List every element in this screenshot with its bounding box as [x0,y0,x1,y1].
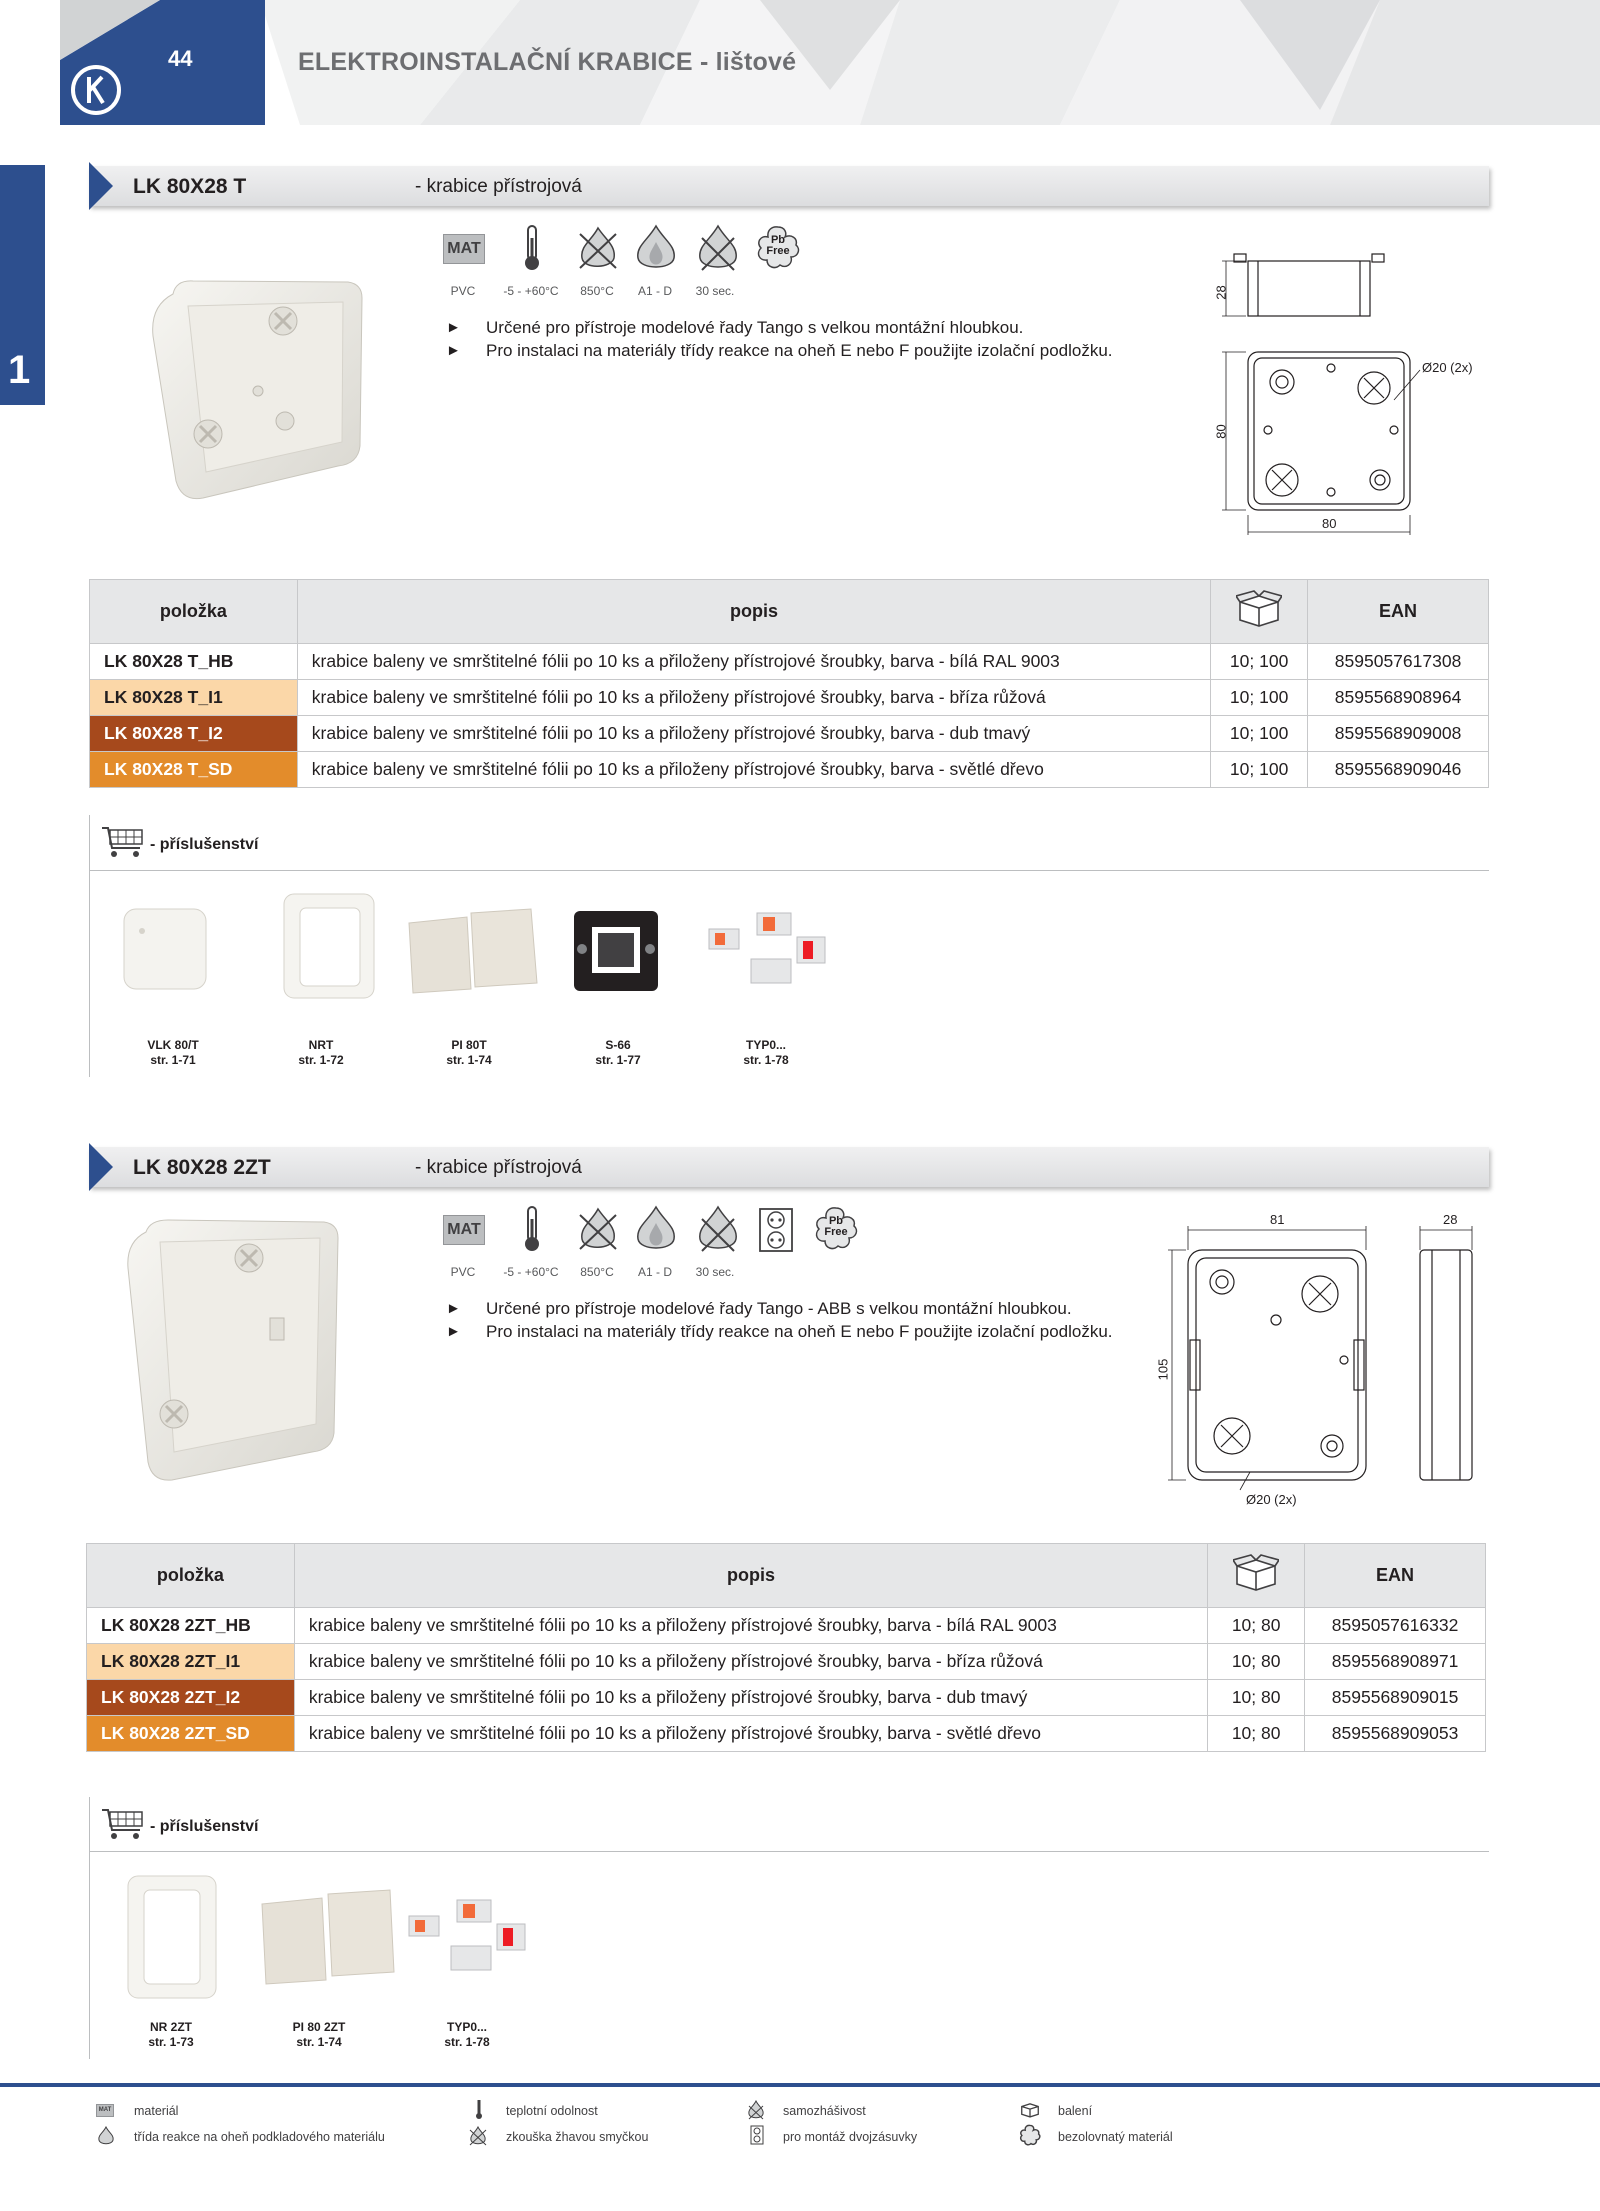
thermometer-icon [475,2100,483,2125]
product-photo [124,1218,344,1483]
self-extinguishing-icon [747,2100,765,2125]
row-pack: 10; 80 [1208,1608,1305,1644]
feature-list: ► Určené pro přístroje modelové řady Tango - ABB s velkou montážní hloubkou. ► Pro instalaci na materiály třídy reakce na oheň E nebo F použijte izolační podložku. [446,1299,1113,1341]
dim-side: 80 [1213,424,1229,439]
row-ean: 8595568909015 [1305,1680,1486,1716]
accessory-photo-typ[interactable] [705,905,835,995]
accessory-label[interactable]: TYP0... str. 1-78 [444,2020,490,2049]
row-code: LK 80X28 2ZT_SD [87,1716,295,1752]
product-table [89,579,1489,788]
accessories-label: - příslušenství [150,836,259,853]
dim-hole: Ø20 (2x) [1422,360,1473,375]
row-code: LK 80X28 T_HB [90,644,298,680]
flame-icon [97,2126,115,2151]
thermometer-icon [521,1205,543,1258]
dim-height: 105 [1155,1358,1171,1381]
mat-icon: MAT [96,2104,114,2117]
caption-extinguish: 30 sec. [695,1265,735,1279]
dim-depth: 28 [1443,1212,1458,1227]
table-row[interactable] [87,1644,1486,1680]
page-title: ELEKTROINSTALAČNÍ KRABICE - lištové [298,48,797,76]
feature-item: Pro instalaci na materiály třídy reakce na oheň E nebo F použijte izolační podložku. [486,1322,1113,1341]
accessory-label[interactable]: TYP0... str. 1-78 [743,1038,789,1067]
accessories-divider [89,1797,90,2059]
dim-width: 81 [1270,1212,1285,1227]
technical-drawing [1150,1210,1490,1510]
col-item: položka [87,1544,295,1608]
feature-item: Pro instalaci na materiály třídy reakce na oheň E nebo F použijte izolační podložku. [486,341,1113,360]
row-ean: 8595568909053 [1305,1716,1486,1752]
caption-glow-wire: 850°C [580,284,614,298]
dim-width: 80 [1322,516,1337,531]
product-desc: - krabice přístrojová [415,1157,582,1178]
table-row[interactable] [87,1680,1486,1716]
mat-icon: MAT [443,1215,485,1245]
table-row[interactable] [87,1608,1486,1644]
accessory-photo-pi[interactable] [258,1886,398,1986]
accessory-photo-vlk[interactable] [118,903,210,993]
product-title-bar [89,162,1489,210]
glow-wire-icon [576,224,620,277]
row-pack: 10; 80 [1208,1716,1305,1752]
row-ean: 8595568909046 [1308,752,1489,788]
accessory-label[interactable]: PI 80T str. 1-74 [446,1038,492,1067]
row-pack: 10; 100 [1211,716,1308,752]
row-desc: krabice baleny ve smrštitelné fólii po 10 ks a přiloženy přístrojové šroubky, barva - světlé dřevo [294,1716,1207,1752]
legend-item: teplotní odolnost [506,2104,598,2118]
glow-wire-icon [469,2126,487,2151]
package-icon [1236,590,1282,633]
flame-icon [634,224,678,277]
table-row[interactable] [87,1716,1486,1752]
row-ean: 8595568909008 [1308,716,1489,752]
row-desc: krabice baleny ve smrštitelné fólii po 10 ks a přiloženy přístrojové šroubky, barva - bříza růžová [297,680,1210,716]
self-extinguishing-icon [696,224,740,277]
product-desc: - krabice přístrojová [415,176,582,197]
row-pack: 10; 100 [1211,680,1308,716]
table-header-row [90,580,1489,644]
legend-item: materiál [134,2104,179,2118]
lead-free-icon: Pb Free [813,1205,859,1251]
chapter-number: 1 [8,348,31,392]
legend-item: balení [1058,2104,1093,2118]
row-desc: krabice baleny ve smrštitelné fólii po 10 ks a přiloženy přístrojové šroubky, barva - bílá RAL 9003 [294,1608,1207,1644]
col-package [1211,580,1308,644]
table-row[interactable] [90,716,1489,752]
row-code: LK 80X28 T_I1 [90,680,298,716]
double-socket-icon [750,2125,764,2150]
row-desc: krabice baleny ve smrštitelné fólii po 10 ks a přiloženy přístrojové šroubky, barva - bříza růžová [294,1644,1207,1680]
technical-drawing [1210,250,1450,540]
title-arrow-icon [89,162,113,210]
product-code: LK 80X28 T [133,175,247,198]
caption-fire-class: A1 - D [637,284,672,298]
row-code: LK 80X28 2ZT_I2 [87,1680,295,1716]
col-desc: popis [297,580,1210,644]
glow-wire-icon [576,1205,620,1258]
row-ean: 8595568908971 [1305,1644,1486,1680]
col-desc: popis [294,1544,1207,1608]
dim-hole: Ø20 (2x) [1246,1492,1297,1507]
self-extinguishing-icon [696,1205,740,1258]
col-ean: EAN [1305,1544,1486,1608]
row-ean: 8595057617308 [1308,644,1489,680]
caption-temperature: -5 - +60°C [503,284,559,298]
row-code: LK 80X28 T_I2 [90,716,298,752]
footer-rule [0,2083,1600,2087]
accessory-photo-typ[interactable] [405,1892,535,1982]
row-code: LK 80X28 2ZT_I1 [87,1644,295,1680]
caption-temperature: -5 - +60°C [503,1265,559,1279]
accessory-label[interactable]: PI 80 2ZT str. 1-74 [292,2020,346,2049]
caption-glow-wire: 850°C [580,1265,614,1279]
table-header-row [87,1544,1486,1608]
row-desc: krabice baleny ve smrštitelné fólii po 10 ks a přiloženy přístrojové šroubky, barva - světlé dřevo [297,752,1210,788]
row-code: LK 80X28 T_SD [90,752,298,788]
table-row[interactable] [90,752,1489,788]
accessory-photo-nr[interactable] [120,1872,224,2002]
legend-item: bezolovnatý materiál [1058,2130,1173,2144]
legend-item: samozhášivost [783,2104,866,2118]
product-table [86,1543,1486,1752]
accessory-photo-pi[interactable] [405,905,540,997]
accessories-label: - příslušenství [150,1818,259,1835]
row-code: LK 80X28 2ZT_HB [87,1608,295,1644]
caption-fire-class: A1 - D [637,1265,672,1279]
table-row[interactable] [90,644,1489,680]
row-desc: krabice baleny ve smrštitelné fólii po 10 ks a přiloženy přístrojové šroubky, barva - dub tmavý [297,716,1210,752]
caption-material: PVC [450,284,476,298]
row-ean: 8595568908964 [1308,680,1489,716]
product-code: LK 80X28 2ZT [133,1156,271,1179]
row-pack: 10; 100 [1211,644,1308,680]
col-package [1208,1544,1305,1608]
header-background [0,0,1600,125]
row-pack: 10; 80 [1208,1644,1305,1680]
feature-item: Určené pro přístroje modelové řady Tango - ABB s velkou montážní hloubkou. [486,1299,1072,1318]
lead-free-icon: Pb Free [755,224,801,270]
thermometer-icon [521,224,543,277]
cart-icon [100,1806,146,1847]
package-icon [1020,2101,1040,2123]
accessory-label[interactable]: S-66 str. 1-77 [595,1038,641,1067]
feature-item: Určené pro přístroje modelové řady Tango s velkou montážní hloubkou. [486,318,1024,337]
product-title-bar [89,1143,1489,1191]
col-ean: EAN [1308,580,1489,644]
caption-extinguish: 30 sec. [695,284,735,298]
legend-item: třída reakce na oheň podkladového materiálu [134,2130,385,2144]
row-desc: krabice baleny ve smrštitelné fólii po 10 ks a přiloženy přístrojové šroubky, barva - bílá RAL 9003 [297,644,1210,680]
row-ean: 8595057616332 [1305,1608,1486,1644]
row-pack: 10; 80 [1208,1680,1305,1716]
cart-icon [100,824,146,865]
package-icon [1233,1554,1279,1597]
table-row[interactable] [90,680,1489,716]
title-arrow-icon [89,1143,113,1191]
dim-height: 28 [1213,285,1229,300]
legend-item: zkouška žhavou smyčkou [506,2130,649,2144]
page-number: 44 [168,46,193,71]
mat-icon: MAT [443,234,485,264]
brand-logo [70,64,122,116]
row-desc: krabice baleny ve smrštitelné fólii po 10 ks a přiloženy přístrojové šroubky, barva - dub tmavý [294,1680,1207,1716]
accessory-label[interactable]: NRT str. 1-72 [298,1038,344,1067]
accessory-photo-nrt[interactable] [278,890,382,1002]
col-item: položka [90,580,298,644]
accessory-label[interactable]: VLK 80/T str. 1-71 [147,1038,199,1067]
row-pack: 10; 100 [1211,752,1308,788]
caption-material: PVC [450,1265,476,1279]
accessories-rule [89,870,1489,871]
feature-list: ► Určené pro přístroje modelové řady Tango s velkou montážní hloubkou. ► Pro instalaci na materiály třídy reakce na oheň E nebo F použijte izolační podložku. [446,318,1113,360]
legend-item: pro montáž dvojzásuvky [783,2130,918,2144]
accessory-label[interactable]: NR 2ZT str. 1-73 [148,2020,194,2049]
lead-free-icon [1019,2124,1041,2151]
accessories-divider [89,815,90,1077]
double-socket-icon [758,1207,794,1258]
flame-icon [634,1205,678,1258]
accessories-rule [89,1851,1489,1852]
accessory-photo-s66[interactable] [568,905,664,995]
product-photo [148,276,368,502]
